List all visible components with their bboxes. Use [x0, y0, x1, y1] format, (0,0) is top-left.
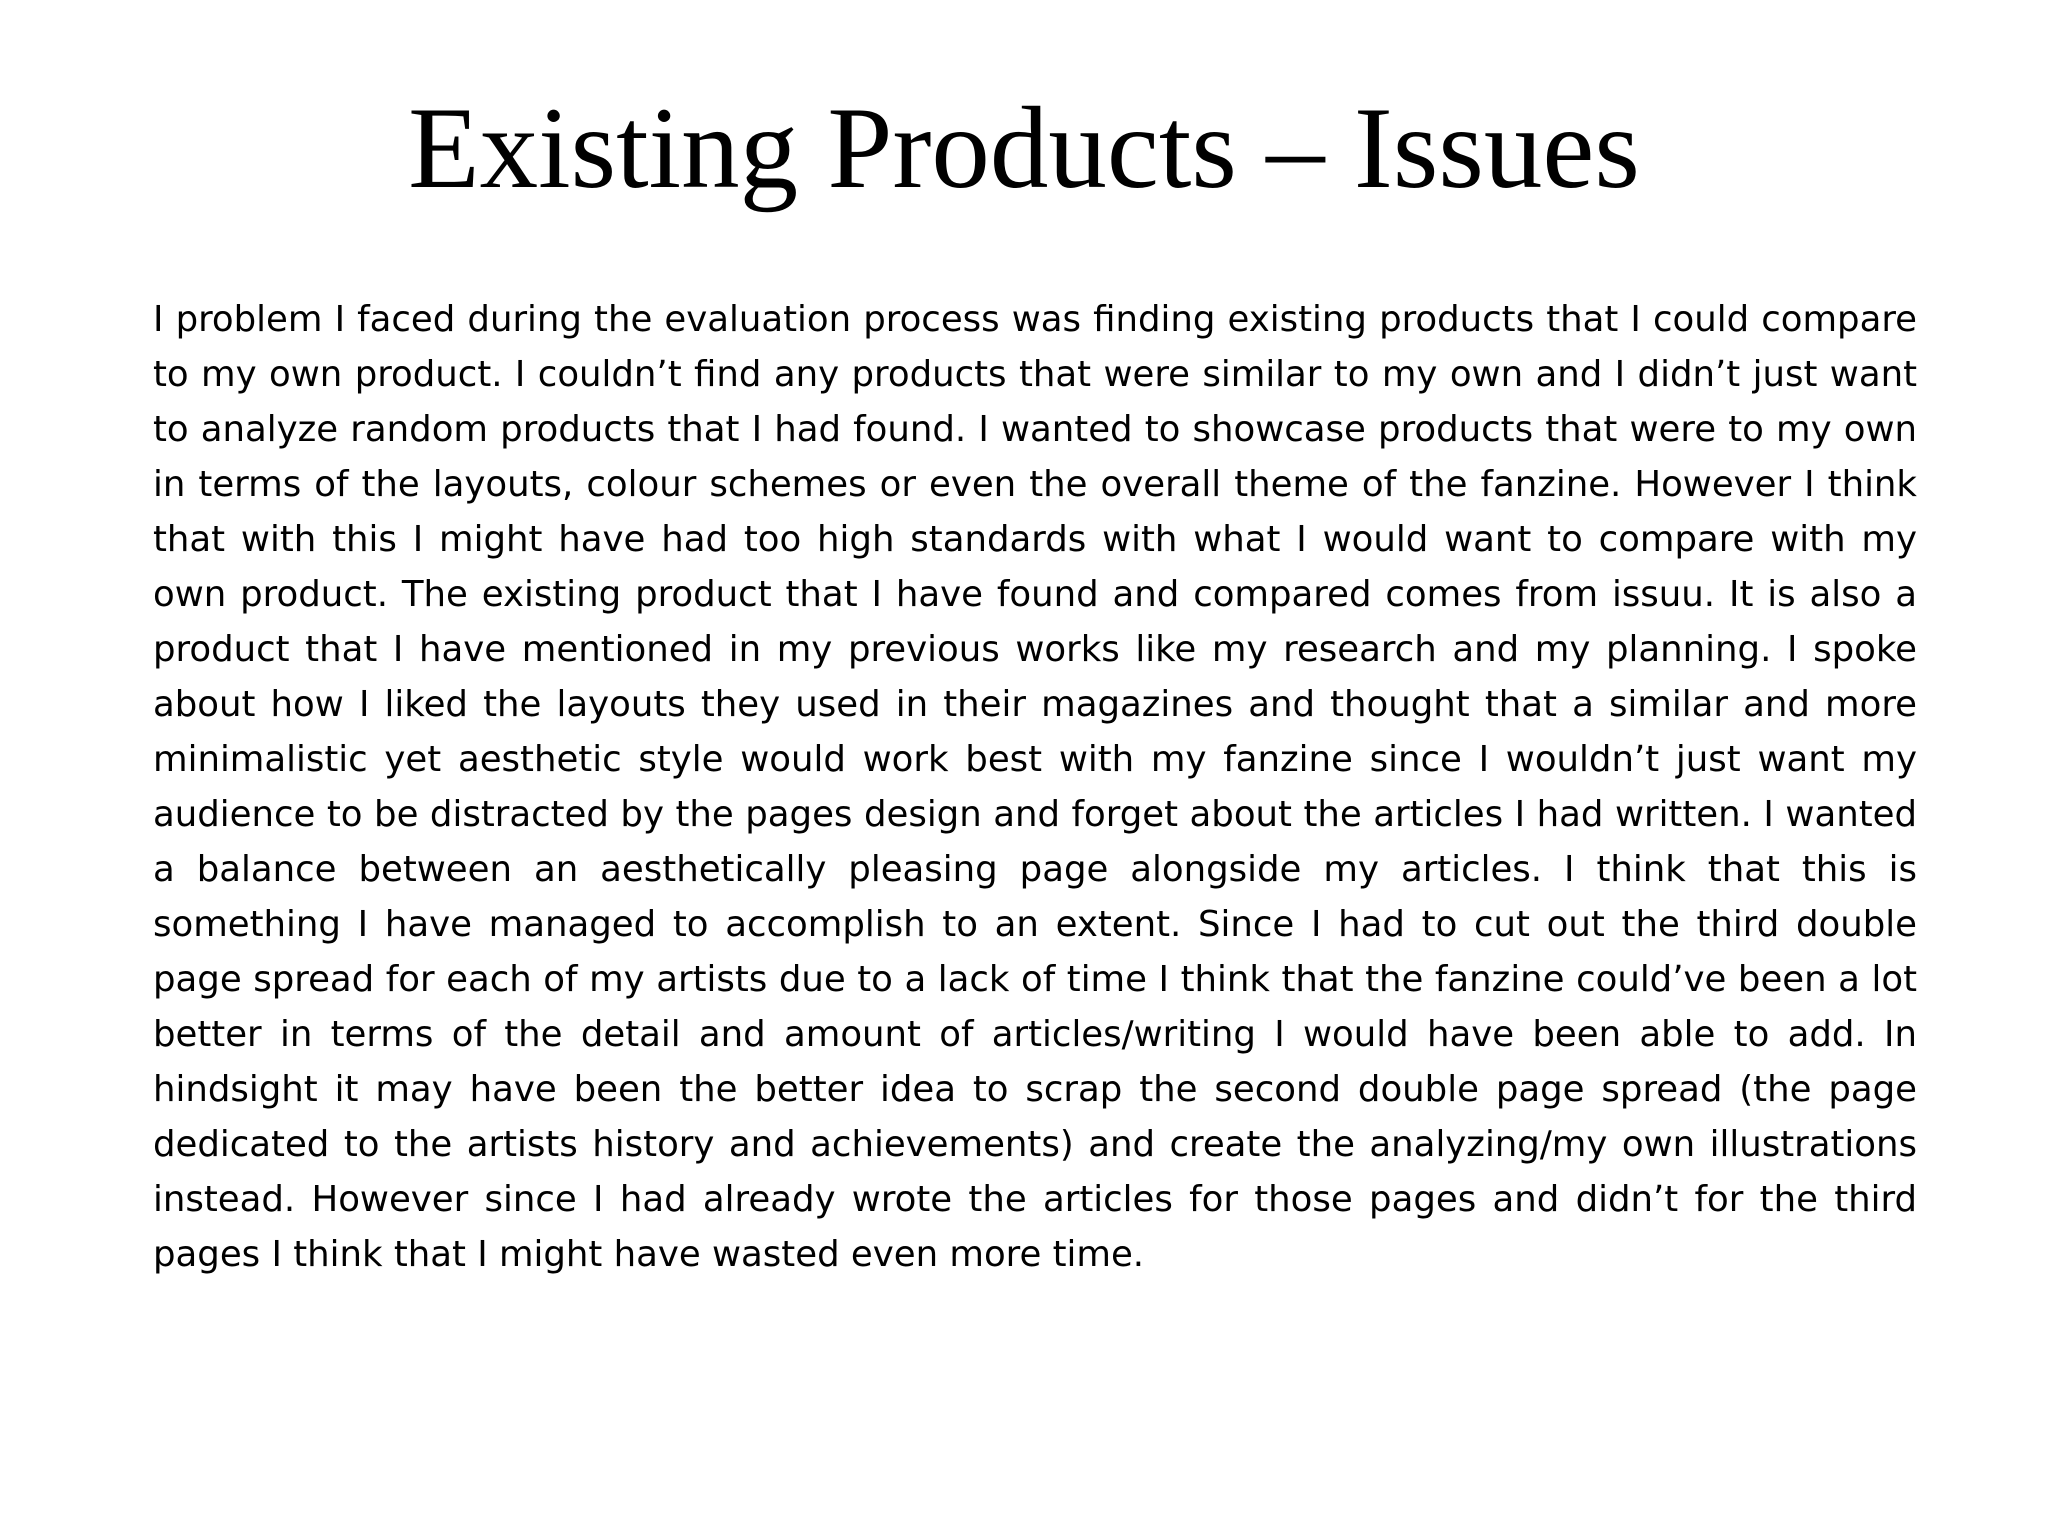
- slide-title: Existing Products – Issues: [408, 84, 1640, 213]
- slide-body-text: I problem I faced during the evaluation process was finding existing products that I could compare to my own product. I couldn’t find any products that were similar to my own and I didn’t just want to analyze random products that I had found. I wanted to showcase products that were to my own in terms of the layouts, colour schemes or even the overall theme of the fanzine. However I think that with this I might have had too high standards with what I would want to compare with my own product. The existing product that I have found and compared comes from issuu. It is also a product that I have mentioned in my previous works like my research and my planning. I spoke about how I liked the layouts they used in their magazines and thought that a similar and more minimalistic yet aesthetic style would work best with my fanzine since I wouldn’t just want my audience to be distracted by the pages design and forget about the articles I had written. I wanted a balance between an aesthetically pleasing page alongside my articles. I think that this is something I have managed to accomplish to an extent. Since I had to cut out the third double page spread for each of my artists due to a lack of time I think that the fanzine could’ve been a lot better in terms of the detail and amount of articles/writing I would have been able to add. In hindsight it may have been the better idea to scrap the second double page spread (the page dedicated to the artists history and achievements) and create the analyzing/my own illustrations instead. However since I had already wrote the articles for those pages and didn’t for the third pages I think that I might have wasted even more time.: [153, 299, 1917, 1275]
